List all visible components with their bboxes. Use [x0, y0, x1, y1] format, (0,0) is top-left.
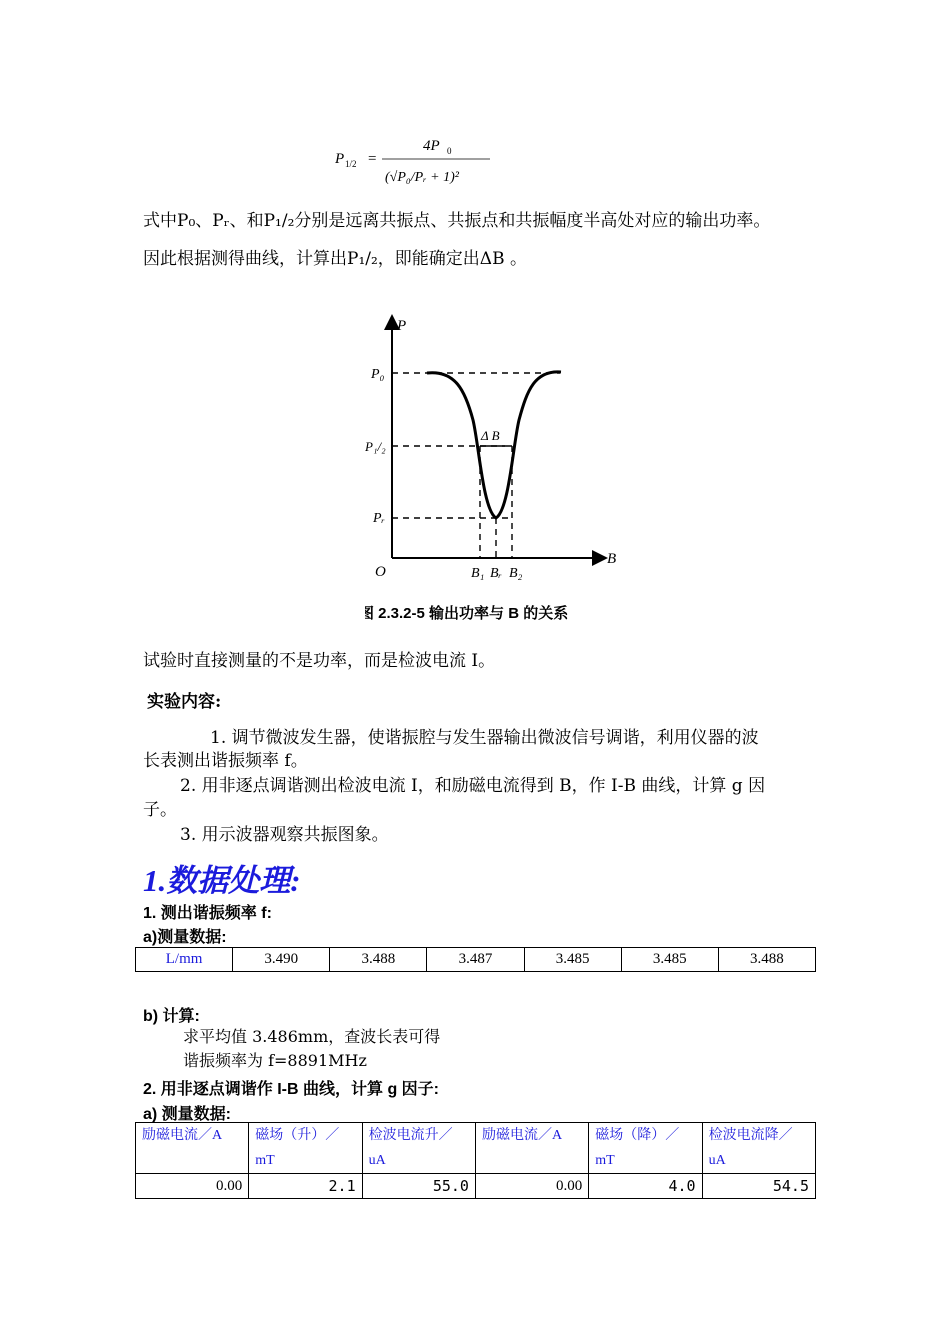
table-header-row — [136, 1123, 816, 1174]
table-cell: 3.487 — [427, 948, 524, 972]
resonance-figure — [365, 310, 665, 630]
table-header-cell: 励磁电流／A — [136, 1123, 249, 1174]
subheading-measurement-data-2: a) 测量数据: — [143, 1106, 232, 1123]
calc-frequency: 谐振频率为 f=8891MHz — [183, 1051, 367, 1070]
figure-caption: 图 2.3.2-5 输出功率与 B 的关系 — [365, 605, 569, 622]
svg-text:=: = — [368, 151, 377, 167]
step-1-line-1: 1. 调节微波发生器，使谐振腔与发生器输出微波信号调谐，利用仪器的波 — [210, 728, 759, 748]
subheading-resonance-frequency: 1. 测出谐振频率 f: — [143, 905, 272, 922]
section-title-experiment: 实验内容: — [147, 692, 222, 712]
ib-data-table — [135, 1122, 816, 1199]
table-header-cell: 磁场（升）／mT — [249, 1123, 362, 1174]
step-3: 3. 用示波器观察共振图象。 — [180, 825, 389, 845]
table-header-cell: L/mm — [136, 948, 233, 972]
table-cell: 3.485 — [621, 948, 718, 972]
table-cell: 3.490 — [233, 948, 330, 972]
table-cell: 4.0 — [589, 1174, 702, 1199]
step-1-line-2: 长表测出谐振频率 f。 — [143, 751, 308, 771]
paragraph-power-definition: 式中P₀、Pᵣ、和P₁/₂分别是远离共振点、共振点和共振幅度半高处对应的输出功率。 — [143, 211, 771, 231]
br-label: Bᵣ — [490, 566, 502, 581]
table-cell: 3.488 — [718, 948, 815, 972]
subheading-ib-curve: 2. 用非逐点调谐作 I-B 曲线，计算 g 因子: — [143, 1081, 440, 1098]
step-2-line-1: 2. 用非逐点调谐测出检波电流 I，和励磁电流得到 B，作 I-B 曲线，计算 g 因 — [180, 776, 766, 796]
formula-lhs-sub: 1/2 — [345, 159, 357, 169]
table-cell: 0.00 — [136, 1174, 249, 1199]
table-header-cell: 励磁电流／A — [475, 1123, 588, 1174]
subheading-measurement-data-1: a)测量数据: — [143, 929, 227, 946]
formula-denominator: (√P₀/Pᵣ + 1)² — [385, 170, 459, 185]
formula-graphic — [335, 135, 505, 190]
phalf-label: P₁/₂ — [365, 439, 386, 454]
table-cell: 55.0 — [362, 1174, 475, 1199]
formula-numerator-sub: 0 — [447, 146, 452, 156]
wavelength-table — [135, 947, 816, 972]
x-axis-label: B — [607, 551, 617, 567]
b2-label: B₂ — [509, 566, 523, 581]
formula-numerator: 4P — [423, 138, 440, 154]
table-cell: 2.1 — [249, 1174, 362, 1199]
paragraph-conclusion: 因此根据测得曲线，计算出P₁/₂，即能确定出ΔB 。 — [143, 249, 527, 269]
table-cell: 3.488 — [330, 948, 427, 972]
resonance-plot — [365, 310, 665, 630]
table-cell: 54.5 — [702, 1174, 815, 1199]
resonance-curve — [427, 372, 561, 518]
step-2-line-2: 子。 — [143, 800, 177, 820]
formula-lhs: P — [335, 151, 345, 167]
table-header-cell: 检波电流降／uA — [702, 1123, 815, 1174]
table-row — [136, 1174, 816, 1199]
deltab-label: Δ B — [481, 428, 500, 443]
origin-label: O — [375, 564, 386, 580]
main-heading-data-processing: 1.数据处理: — [143, 863, 301, 898]
table-cell: 0.00 — [475, 1174, 588, 1199]
p0-label: P₀ — [371, 367, 385, 382]
table-header-cell: 磁场（降）／mT — [589, 1123, 702, 1174]
subheading-calculation: b) 计算: — [143, 1008, 200, 1025]
table-cell: 3.485 — [524, 948, 621, 972]
formula — [335, 135, 505, 190]
paragraph-measurement-note: 试验时直接测量的不是功率，而是检波电流 I。 — [143, 651, 496, 671]
table-header-cell: 检波电流升／uA — [362, 1123, 475, 1174]
b1-label: B₁ — [471, 566, 485, 581]
calc-average: 求平均值 3.486mm，查波长表可得 — [183, 1027, 441, 1046]
table-row — [136, 948, 816, 972]
pr-label: Pᵣ — [373, 511, 385, 526]
y-axis-label: P — [397, 318, 407, 334]
